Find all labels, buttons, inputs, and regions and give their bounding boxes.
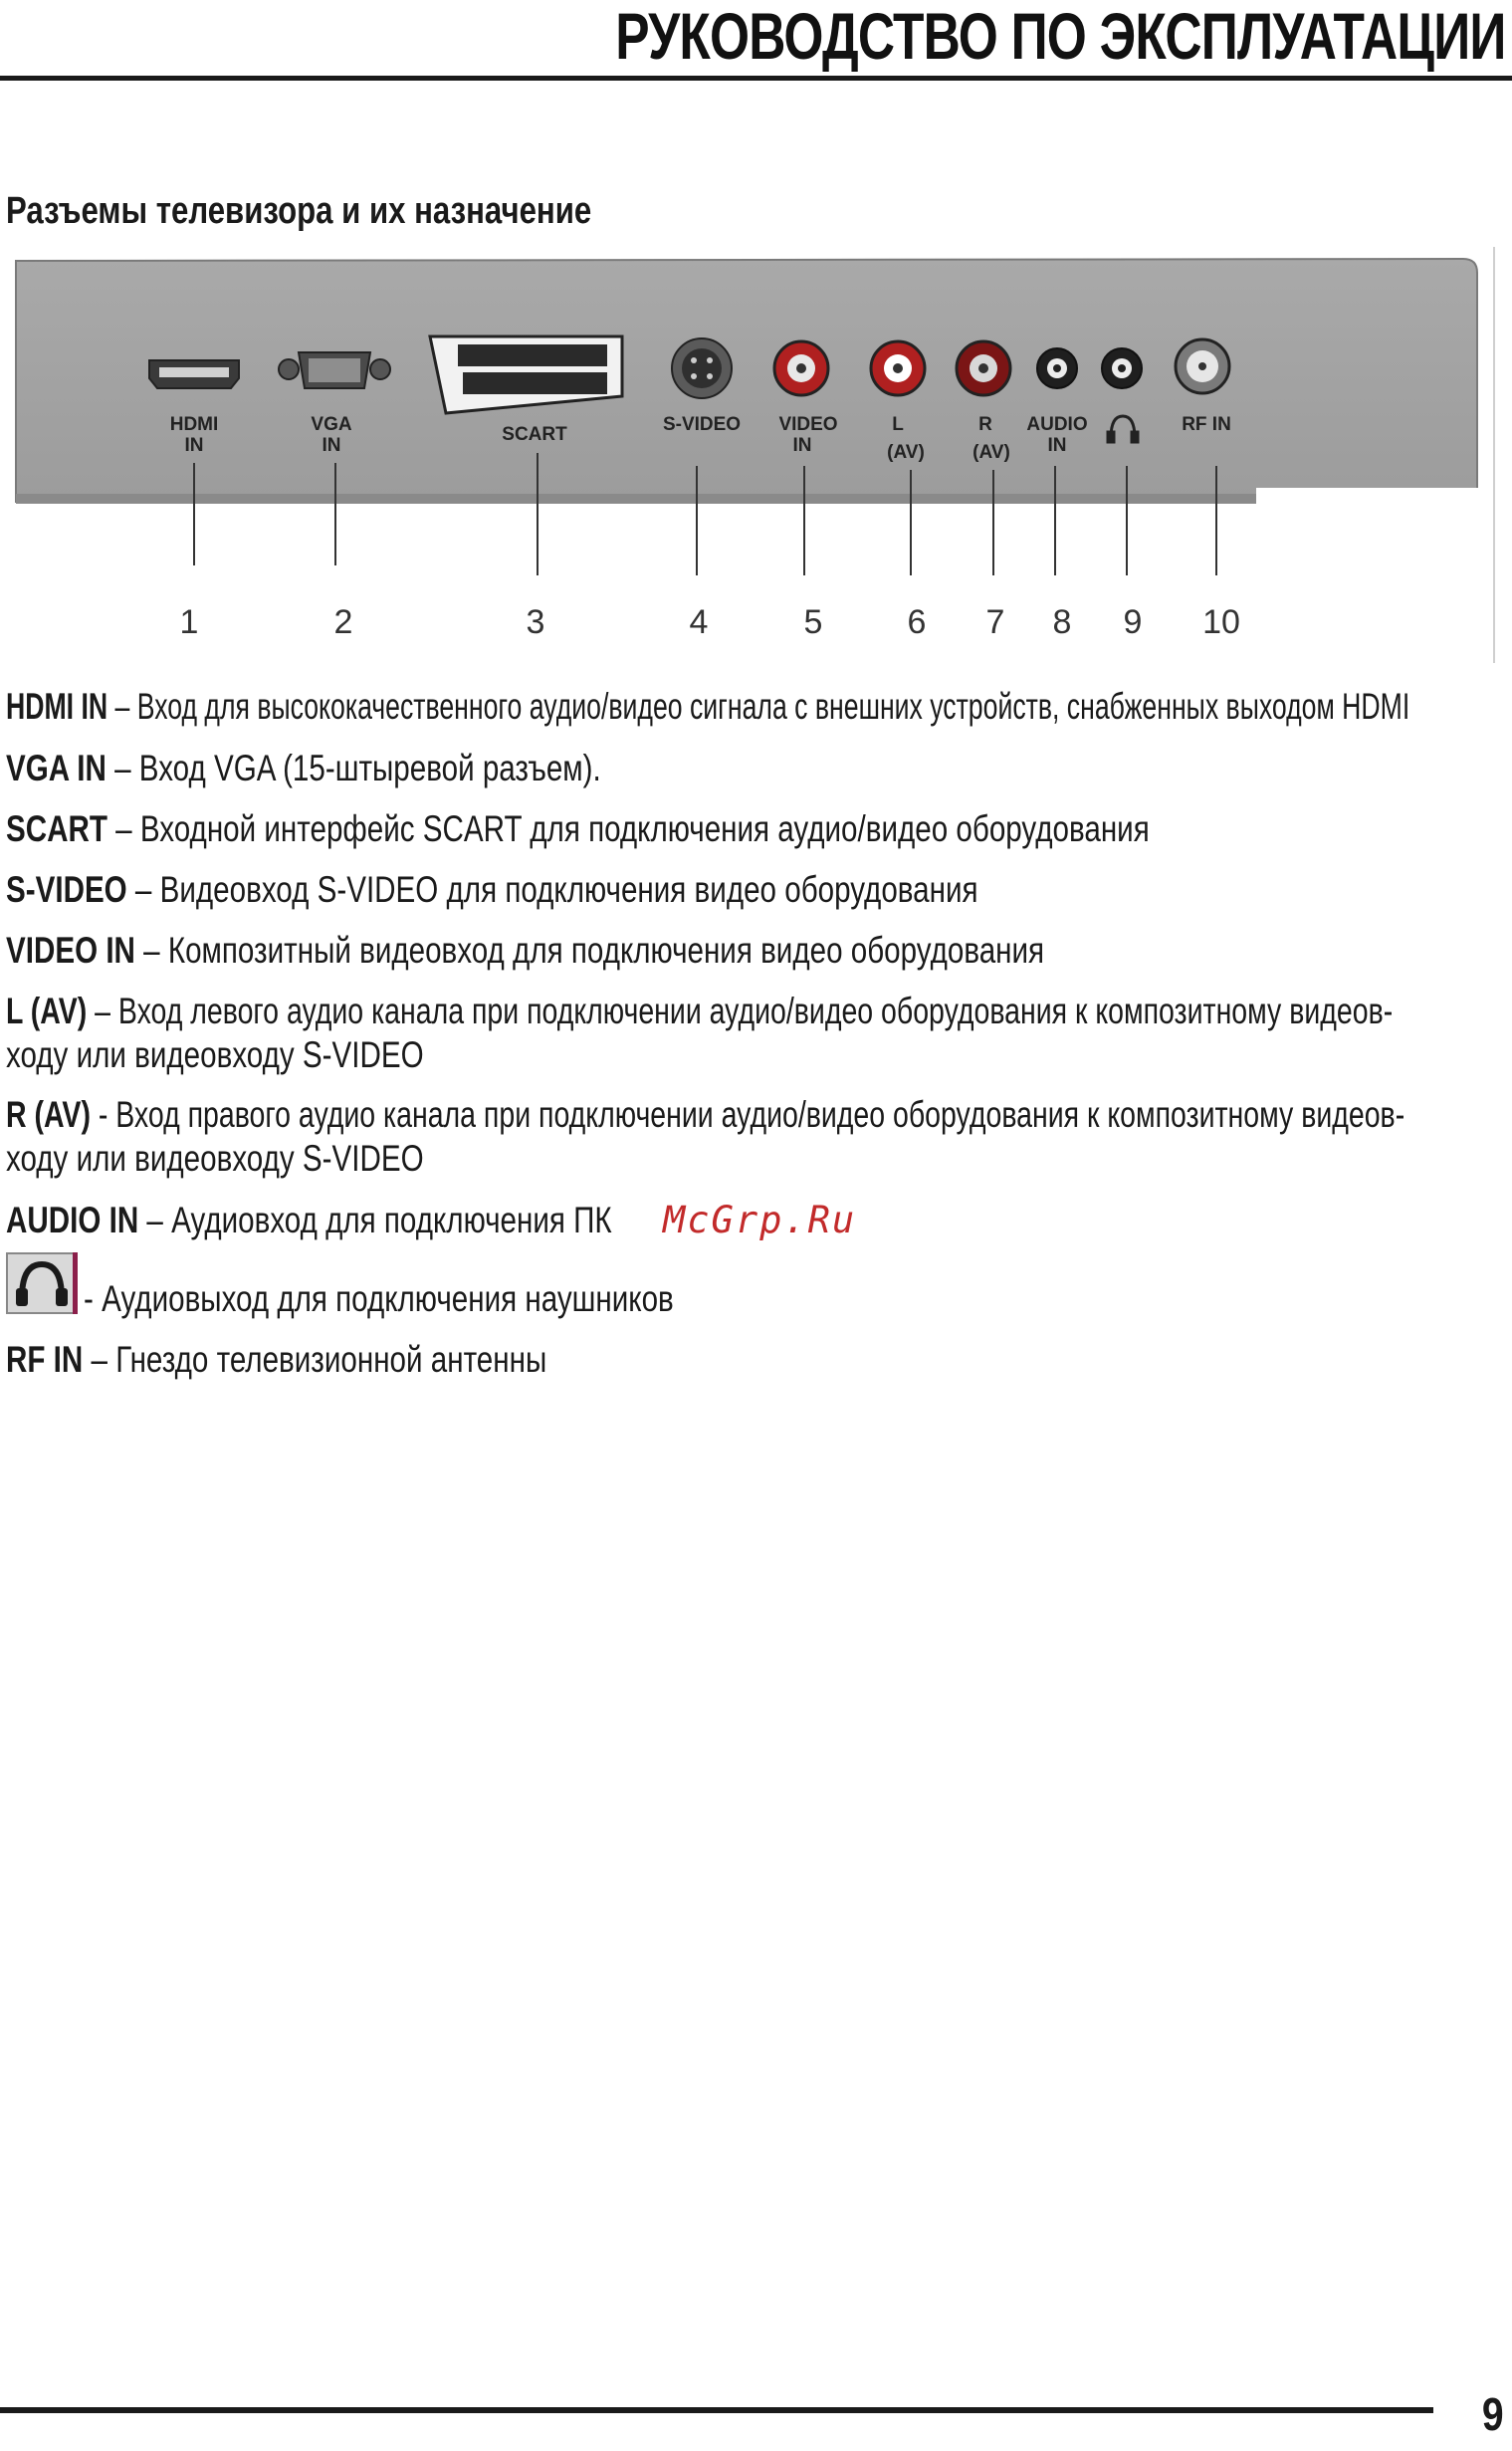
text-scart: – Входной интерфейс SCART для подключения аудио/видео оборудования: [107, 808, 1150, 849]
label-hdmi-2: IN: [184, 435, 204, 456]
text-l-av-cont: ходу или видеовходу S-VIDEO: [6, 1034, 424, 1075]
label-svideo: S-VIDEO: [662, 414, 742, 435]
svideo-port-icon: [672, 338, 732, 398]
label-audio-2: IN: [1047, 435, 1067, 456]
text-l-av: – Вход левого аудио канала при подключении аудио/видео оборудования к композитному видеов-: [87, 991, 1394, 1031]
label-hdmi-1: HDMI: [169, 414, 219, 435]
description-r-av: [6, 1093, 1404, 1137]
description-video-in: [6, 929, 1044, 973]
label-vga-2: IN: [322, 435, 341, 456]
text-r-av-cont: ходу или видеовходу S-VIDEO: [6, 1138, 424, 1179]
footer-divider: [0, 2407, 1433, 2413]
hdmi-port-icon: [149, 360, 239, 388]
term-video-in: VIDEO IN: [6, 930, 135, 971]
page-header-title: РУКОВОДСТВО ПО ЭКСПЛУАТАЦИИ: [615, 0, 1506, 73]
term-audio-in: AUDIO IN: [6, 1200, 139, 1240]
term-vga-in: VGA IN: [6, 748, 107, 788]
header-divider: [0, 76, 1512, 81]
description-hdmi-in: [6, 685, 1409, 729]
description-r-av-cont: [6, 1137, 424, 1181]
term-svideo: S-VIDEO: [6, 869, 127, 910]
headphone-icon: [6, 1252, 78, 1314]
text-headphones: - Аудиовыход для подключения наушников: [84, 1278, 674, 1319]
description-headphones: [84, 1277, 674, 1321]
port-number-4: 4: [689, 603, 709, 641]
port-number-7: 7: [985, 603, 1005, 641]
term-l-av: L (AV): [6, 991, 88, 1031]
port-number-5: 5: [803, 603, 823, 641]
description-audio-in: [6, 1199, 612, 1242]
port-number-8: 8: [1052, 603, 1072, 641]
label-r-1: R: [978, 414, 992, 435]
panel-right-rule: [1493, 247, 1495, 663]
label-video-2: IN: [792, 435, 812, 456]
description-l-av: [6, 990, 1393, 1033]
text-vga-in: – Вход VGA (15-штыревой разъем).: [106, 748, 601, 788]
port-number-6: 6: [907, 603, 927, 641]
port-number-1: 1: [179, 603, 199, 641]
section-title: Разъемы телевизора и их назначение: [6, 190, 592, 232]
headphone-jack-icon: [1102, 348, 1142, 388]
text-rf-in: – Гнездо телевизионной антенны: [83, 1339, 547, 1380]
term-r-av: R (AV): [6, 1094, 91, 1135]
term-hdmi-in: HDMI IN: [6, 686, 108, 727]
page-number: 9: [1482, 2388, 1504, 2440]
label-l-2: (AV): [887, 442, 925, 463]
port-number-3: 3: [526, 603, 545, 641]
description-svideo: [6, 868, 978, 912]
label-audio-1: AUDIO: [1026, 414, 1088, 435]
video-in-port-icon: [774, 341, 828, 395]
text-svideo: – Видеовход S-VIDEO для подключения видео оборудования: [126, 869, 978, 910]
description-rf-in: [6, 1338, 546, 1382]
label-scart: SCART: [502, 424, 567, 445]
port-number-9: 9: [1123, 603, 1143, 641]
rf-in-port-icon: [1176, 339, 1229, 393]
port-number-2: 2: [333, 603, 353, 641]
audio-left-port-icon: [871, 341, 925, 395]
port-number-10: 10: [1202, 603, 1240, 641]
description-scart: [6, 807, 1150, 851]
audio-right-port-icon: [957, 341, 1010, 395]
term-scart: SCART: [6, 808, 108, 849]
label-rf: RF IN: [1182, 414, 1231, 435]
text-hdmi-in: – Вход для высококачественного аудио/видео сигнала с внешних устройств, снабженных выходом HDMI: [108, 686, 1410, 727]
audio-in-jack-icon: [1037, 348, 1077, 388]
text-audio-in: – Аудиовход для подключения ПК: [138, 1200, 612, 1240]
tv-connector-panel: [0, 249, 1512, 667]
label-l-1: L: [892, 414, 904, 435]
label-vga-1: VGA: [311, 414, 352, 435]
text-video-in: – Композитный видеовход для подключения видео оборудования: [134, 930, 1045, 971]
label-r-2: (AV): [972, 442, 1010, 463]
description-vga-in: [6, 747, 601, 790]
text-r-av: - Вход правого аудио канала при подключении аудио/видео оборудования к композитному видеов-: [90, 1094, 1405, 1135]
term-rf-in: RF IN: [6, 1339, 84, 1380]
watermark: McGrp.Ru: [663, 1199, 857, 1241]
description-l-av-cont: [6, 1033, 424, 1077]
label-video-1: VIDEO: [778, 414, 838, 435]
